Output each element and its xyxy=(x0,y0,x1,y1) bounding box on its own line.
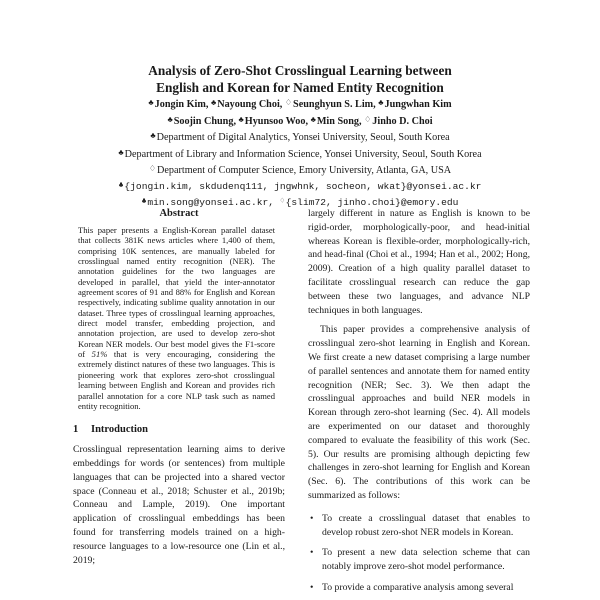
contribution-list xyxy=(308,512,530,595)
overview-paragraph: This paper provides a comprehensive analysis of crosslingual zero-shot learning in English and Korean. We first create a new dataset comprising a large number of parallel sentences and annotate them for named entity recognition (NER; Sec. 3). We then adapt the crosslingual approaches and build NER models in Korean through zero-shot learning (Sec. 4). All models are experimented on our dataset and thoroughly compared to evaluate the feasibility of this work (Sec. 5). Our results are promising although depicting few challenges in zero-shot learning for English and Korean (Sec. 6). The contributions of this work can be summarized as follows: xyxy=(308,324,530,501)
club-mark: ♣ xyxy=(118,180,124,190)
title-line-1: Analysis of Zero-Shot Crosslingual Learning between xyxy=(148,63,452,78)
affiliation: ♣Department of Library and Information Science, Yonsei University, Seoul, South Korea xyxy=(118,147,482,160)
continued-paragraph: largely different in nature as English is known to be rigid-order, morphologically-poor, and head-initial whereas Korean is flexible-order, morphologically-rich, and head-final (Choi et al., 1994; Han et al., 2002; Hong, 2009). Creation of a high quality parallel dataset to facilitate crosslingual research can reduce the gap between these two languages, and advance NLP techniques in both languages. xyxy=(308,208,530,316)
diamond-mark: ♢ xyxy=(284,98,293,107)
email-line-1: ♣{jongin.kim, skdudenq111, jngwhnk, socheon, wkat}@yonsei.ac.kr xyxy=(118,180,482,192)
author: ♣Nayoung Choi xyxy=(210,98,280,110)
left-column xyxy=(73,207,285,567)
list-item: • To create a crosslingual dataset that enables to develop robust zero-shot NER models in Korean. xyxy=(310,512,530,538)
email-line-2: ♣min.song@yonsei.ac.kr, ♢{slim72, jinho.choi}@emory.edu xyxy=(141,196,459,208)
section-heading-introduction: 1 Introduction xyxy=(73,424,148,436)
club-mark: ♣ xyxy=(378,98,384,107)
club-mark: ♣ xyxy=(141,196,147,206)
list-item: • To provide a comparative analysis among several xyxy=(310,581,514,593)
club-mark: ♣ xyxy=(150,131,156,141)
diamond-mark: ♢ xyxy=(279,196,285,206)
club-mark: ♣ xyxy=(148,98,154,107)
author: ♣Jungwhan Kim xyxy=(378,98,452,110)
intro-paragraph: Crosslingual representation learning aims to derive embeddings for words (or sentences) from multiple languages that can be projected into a shared vector space (Conneau et al., 2018; Schuster et al., 2019b; Conneau and Lample, 2019). One important application of crosslingual embeddings has been found for transferring models trained on a high-resource languages to a low-resource one (Lin et al., 2019; xyxy=(73,444,285,566)
club-mark: ♣ xyxy=(167,114,173,124)
diamond-mark: ♢ xyxy=(148,164,156,174)
author: ♣Soojin Chung xyxy=(167,114,234,127)
club-mark: ♣ xyxy=(238,114,244,124)
club-mark: ♣ xyxy=(310,114,316,124)
author-block xyxy=(30,96,570,210)
club-mark: ♣ xyxy=(118,147,124,157)
abstract-text: This paper presents a English-Korean parallel dataset that collects 381K news articles where 1,400 of them, comprising 10K sentences, are manually labeled for crosslingual named entity recognition (NER). The annotation guidelines for the two languages are developed in parallel, that yield the inter-annotator agreement scores of 91 and 88% for English and Korean respectively, indicating sublime quality annotation in our dataset. Three types of crosslingual learning approaches, direct model transfer, embedding projection, and annotation projection, are used to develop zero-shot Korean NER models. Our best model gives the F1-score of 51% that is very encouraging, considering the extremely distinct natures of these two languages. This is pioneering work that explores zero-shot crosslingual learning between English and Korean and provides rich parallel annotation for a core NLP task such as named entity recognition. xyxy=(78,225,275,411)
author: ♢Jinho D. Choi xyxy=(364,114,433,127)
abstract-heading: Abstract xyxy=(159,208,199,219)
author: ♣Min Song xyxy=(310,114,359,127)
paper-title xyxy=(60,62,540,96)
right-column xyxy=(308,207,530,600)
author: ♢Seunghyun S. Lim xyxy=(284,98,374,110)
authors-line-1: ♣Jongin Kim, ♣Nayoung Choi, ♢Seunghyun S. Lim, ♣Jungwhan Kim xyxy=(148,98,452,110)
list-item: • To present a new data selection scheme that can notably improve zero-shot model performance. xyxy=(310,547,530,573)
affiliation: ♣Department of Digital Analytics, Yonsei University, Seoul, South Korea xyxy=(150,131,450,144)
club-mark: ♣ xyxy=(210,98,217,107)
title-line-2: English and Korean for Named Entity Recognition xyxy=(156,80,444,95)
author: ♣Jongin Kim xyxy=(148,98,206,110)
author: ♣Hyunsoo Woo xyxy=(238,114,306,127)
diamond-mark: ♢ xyxy=(364,114,372,124)
affiliation: ♢Department of Computer Science, Emory University, Atlanta, GA, USA xyxy=(148,164,452,177)
authors-line-2: ♣Soojin Chung, ♣Hyunsoo Woo, ♣Min Song, ♢Jinho D. Choi xyxy=(167,114,433,127)
